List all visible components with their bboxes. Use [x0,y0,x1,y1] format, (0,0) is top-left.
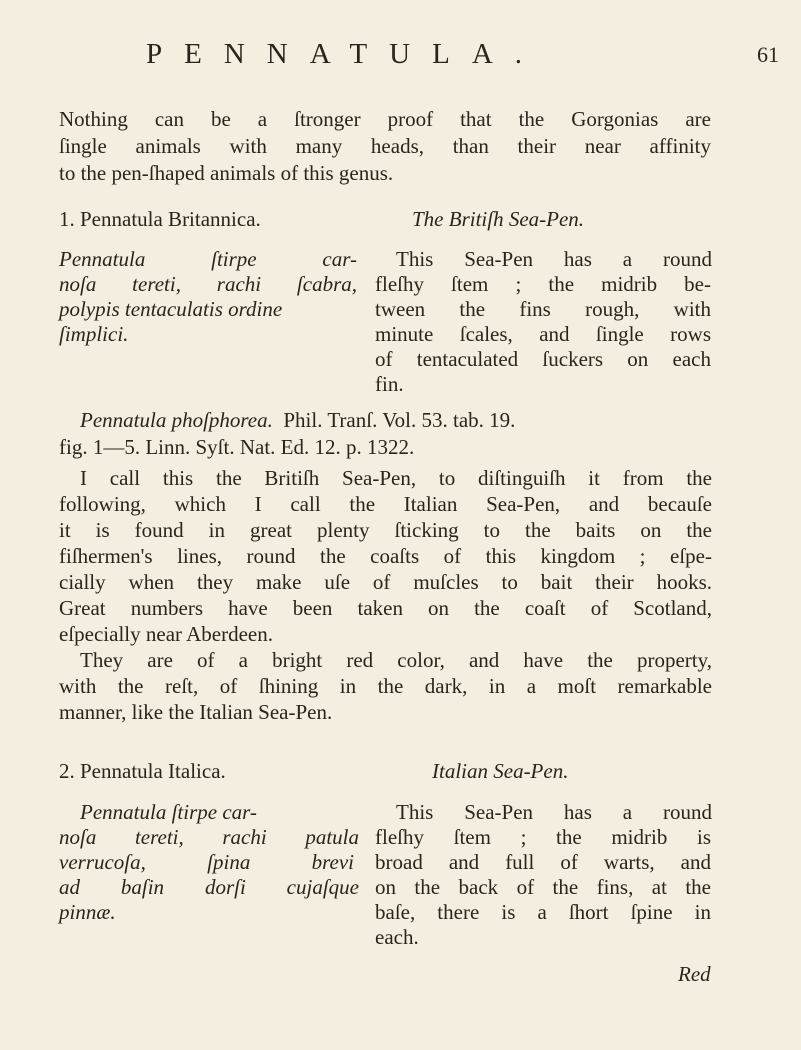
synonym-ref: Phil. Tranſ. Vol. 53. tab. 19. [278,408,516,432]
description-line: eſpecially near Aberdeen. [59,622,273,646]
english-description-line: This Sea-Pen has a round [396,800,712,824]
synonym-line: fig. 1—5. Linn. Syſt. Nat. Ed. 12. p. 1322. [59,435,415,459]
english-description-line: minute ſcales, and ſingle rows [375,322,711,346]
description-line: manner, like the Italian Sea-Pen. [59,700,333,724]
english-description-line: baſe, there is a ſhort ſpine in [375,900,711,924]
intro-line: Nothing can be a ſtronger proof that the Gorgonias are [59,107,711,131]
description-line: with the reſt, of ſhining in the dark, in a moſt remarkable [59,674,712,698]
latin-diagnosis-line: ſimplici. [59,322,129,346]
description-line: fiſhermen's lines, round the coaſts of this kingdom ; eſpe- [59,544,712,568]
english-description-line: tween the fins rough, with [375,297,711,321]
intro-line: ſingle animals with many heads, than their near affinity [59,134,711,158]
synonym-line [80,407,515,433]
species-heading-latin: 1. Pennatula Britannica. [59,207,261,231]
description-line: following, which I call the Italian Sea-Pen, and becauſe [59,492,712,516]
description-line: cially when they make uſe of muſcles to bait their hooks. [59,570,712,594]
english-description-line: broad and full of warts, and [375,850,711,874]
running-head: PENNATULA. [146,38,545,70]
page-header [0,38,801,78]
species-heading-english: The Britiſh Sea-Pen. [412,207,585,231]
english-description-line: fleſhy ſtem ; the midrib is [375,825,711,849]
latin-diagnosis-line: Pennatula ſtirpe car- [80,800,257,824]
description-line: They are of a bright red color, and have the property, [80,648,712,672]
description-line: I call this the Britiſh Sea-Pen, to diſtinguiſh it from the [80,466,712,490]
english-description-line: fleſhy ſtem ; the midrib be- [375,272,711,296]
intro-line: to the pen-ſhaped animals of this genus. [59,161,394,185]
english-description-line: fin. [375,372,404,396]
latin-diagnosis-line: verrucoſa, ſpina brevi [59,850,354,874]
species-heading-english: Italian Sea-Pen. [432,759,569,783]
english-description-line: of tentaculated ſuckers on each [375,347,711,371]
latin-diagnosis-line: pinnæ. [59,900,116,924]
latin-diagnosis-line: noſa tereti, rachi patula [59,825,359,849]
latin-diagnosis-line: ad baſin dorſi cujaſque [59,875,359,899]
english-description-line: This Sea-Pen has a round [396,247,712,271]
page-number: 61 [757,42,779,67]
latin-diagnosis-line: noſa tereti, rachi ſcabra, [59,272,357,296]
english-description-line: each. [375,925,419,949]
latin-diagnosis-line: Pennatula ſtirpe car- [59,247,357,271]
description-line: Great numbers have been taken on the coaſt of Scotland, [59,596,712,620]
latin-diagnosis-line: polypis tentaculatis ordine [59,297,283,321]
species-heading-latin: 2. Pennatula Italica. [59,759,226,783]
english-description-line: on the back of the fins, at the [375,875,711,899]
catchword: Red [678,962,711,986]
description-line: it is found in great plenty ſticking to the baits on the [59,518,712,542]
synonym-name: Pennatula phoſphorea. [80,408,273,432]
